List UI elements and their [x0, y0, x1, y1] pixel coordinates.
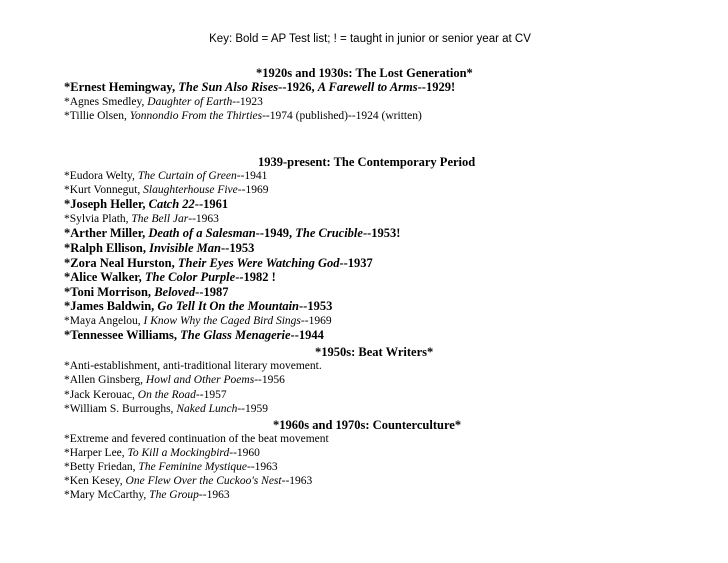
- entry-miller: *Arther Miller, Death of a Salesman--1949, The Crucible--1953!: [64, 226, 401, 240]
- entry-williams: *Tennessee Williams, The Glass Menagerie--1944: [64, 328, 324, 342]
- entry-kesey: *Ken Kesey, One Flew Over the Cuckoo's Nest--1963: [64, 475, 313, 487]
- section-heading-lost-generation: *1920s and 1930s: The Lost Generation*: [256, 66, 473, 80]
- entry-burroughs: *William S. Burroughs, Naked Lunch--1959: [64, 403, 268, 415]
- key-legend: Key: Bold = AP Test list; ! = taught in junior or senior year at CV: [209, 33, 531, 45]
- section-heading-contemporary: 1939-present: The Contemporary Period: [258, 155, 476, 169]
- entry-ellison: *Ralph Ellison, Invisible Man--1953: [64, 241, 255, 255]
- entry-walker: *Alice Walker, The Color Purple--1982 !: [64, 270, 276, 284]
- entry-hurston: *Zora Neal Hurston, Their Eyes Were Watching God--1937: [64, 256, 373, 270]
- entry-angelou: *Maya Angelou, I Know Why the Caged Bird Sings--1969: [64, 315, 332, 327]
- section-heading-counterculture: *1960s and 1970s: Counterculture*: [273, 418, 462, 432]
- entry-smedley: *Agnes Smedley, Daughter of Earth--1923: [64, 96, 263, 108]
- entry-beat-description: *Anti-establishment, anti-traditional literary movement.: [64, 360, 322, 372]
- entry-kerouac: *Jack Kerouac, On the Road--1957: [64, 389, 227, 401]
- entry-ginsberg: *Allen Ginsberg, Howl and Other Poems--1956: [64, 374, 285, 386]
- entry-vonnegut: *Kurt Vonnegut, Slaughterhouse Five--1969: [64, 184, 269, 196]
- entry-morrison: *Toni Morrison, Beloved--1987: [64, 285, 229, 299]
- entry-baldwin: *James Baldwin, Go Tell It On the Mountain--1953: [64, 299, 333, 313]
- entry-lee: *Harper Lee, To Kill a Mockingbird--1960: [64, 447, 260, 459]
- section-heading-beat-writers: *1950s: Beat Writers*: [315, 345, 434, 359]
- entry-hemingway: *Ernest Hemingway, The Sun Also Rises--1926, A Farewell to Arms--1929!: [64, 80, 456, 94]
- entry-plath: *Sylvia Plath, The Bell Jar--1963: [64, 213, 219, 225]
- entry-mccarthy: *Mary McCarthy, The Group--1963: [64, 489, 230, 501]
- entry-heller: *Joseph Heller, Catch 22--1961: [64, 197, 229, 211]
- entry-welty: *Eudora Welty, The Curtain of Green--1941: [64, 170, 268, 182]
- entry-friedan: *Betty Friedan, The Feminine Mystique--1963: [64, 461, 278, 473]
- entry-olsen: *Tillie Olsen, Yonnondio From the Thirties--1974 (published)--1924 (written): [64, 110, 422, 122]
- entry-counterculture-description: *Extreme and fevered continuation of the beat movement: [64, 433, 329, 445]
